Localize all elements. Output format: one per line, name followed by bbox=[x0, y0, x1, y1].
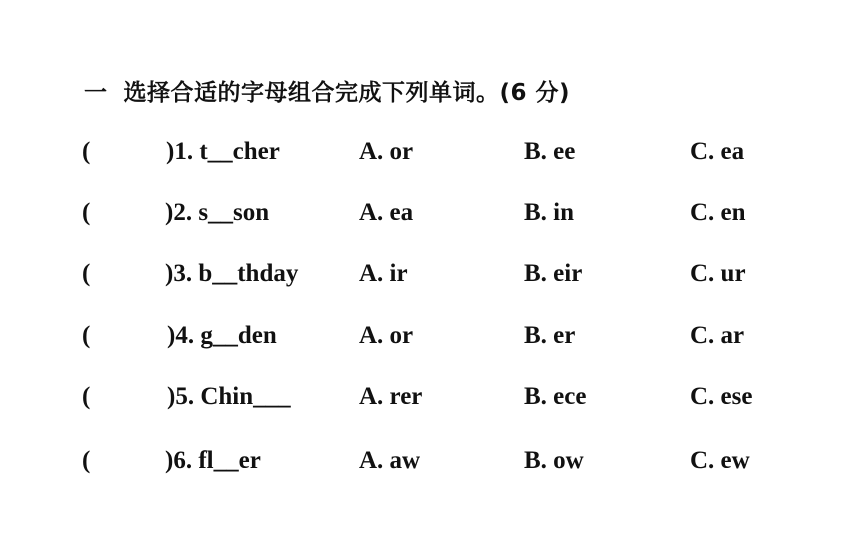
option-a: A. or bbox=[359, 138, 414, 165]
question-row-2 bbox=[0, 199, 860, 239]
option-a: A. ea bbox=[359, 199, 414, 226]
option-b: B. ow bbox=[524, 447, 584, 474]
question-row-5 bbox=[0, 383, 860, 423]
answer-blank-open: ( bbox=[82, 322, 91, 349]
answer-blank-open: ( bbox=[82, 138, 91, 165]
option-c: C. ar bbox=[690, 322, 745, 349]
answer-blank-open: ( bbox=[82, 199, 91, 226]
option-c: C. ea bbox=[690, 138, 745, 165]
option-b: B. eir bbox=[524, 260, 583, 287]
question-row-3 bbox=[0, 260, 860, 300]
option-b: B. in bbox=[524, 199, 575, 226]
question-stem: )6. fl__er bbox=[165, 447, 261, 474]
option-a: A. aw bbox=[359, 447, 421, 474]
section-number: 一 bbox=[84, 80, 108, 106]
option-c: C. ew bbox=[690, 447, 750, 474]
option-b: B. ee bbox=[524, 138, 576, 165]
question-row-6 bbox=[0, 447, 860, 487]
option-a: A. or bbox=[359, 322, 414, 349]
option-a: A. ir bbox=[359, 260, 408, 287]
question-stem: )5. Chin___ bbox=[167, 383, 291, 410]
answer-blank-open: ( bbox=[82, 260, 91, 287]
answer-blank-open: ( bbox=[82, 447, 91, 474]
question-stem: )4. g__den bbox=[167, 322, 277, 349]
question-stem: )3. b__thday bbox=[165, 260, 299, 287]
option-a: A. rer bbox=[359, 383, 423, 410]
option-c: C. en bbox=[690, 199, 746, 226]
section-heading bbox=[84, 74, 570, 107]
option-b: B. ece bbox=[524, 383, 587, 410]
option-c: C. ese bbox=[690, 383, 753, 410]
answer-blank-open: ( bbox=[82, 383, 91, 410]
question-row-1 bbox=[0, 138, 860, 178]
question-row-4 bbox=[0, 322, 860, 362]
option-b: B. er bbox=[524, 322, 576, 349]
question-stem: )2. s__son bbox=[165, 199, 270, 226]
option-c: C. ur bbox=[690, 260, 746, 287]
section-instruction: 选择合适的字母组合完成下列单词。(6 分) bbox=[123, 80, 571, 106]
question-stem: )1. t__cher bbox=[166, 138, 280, 165]
